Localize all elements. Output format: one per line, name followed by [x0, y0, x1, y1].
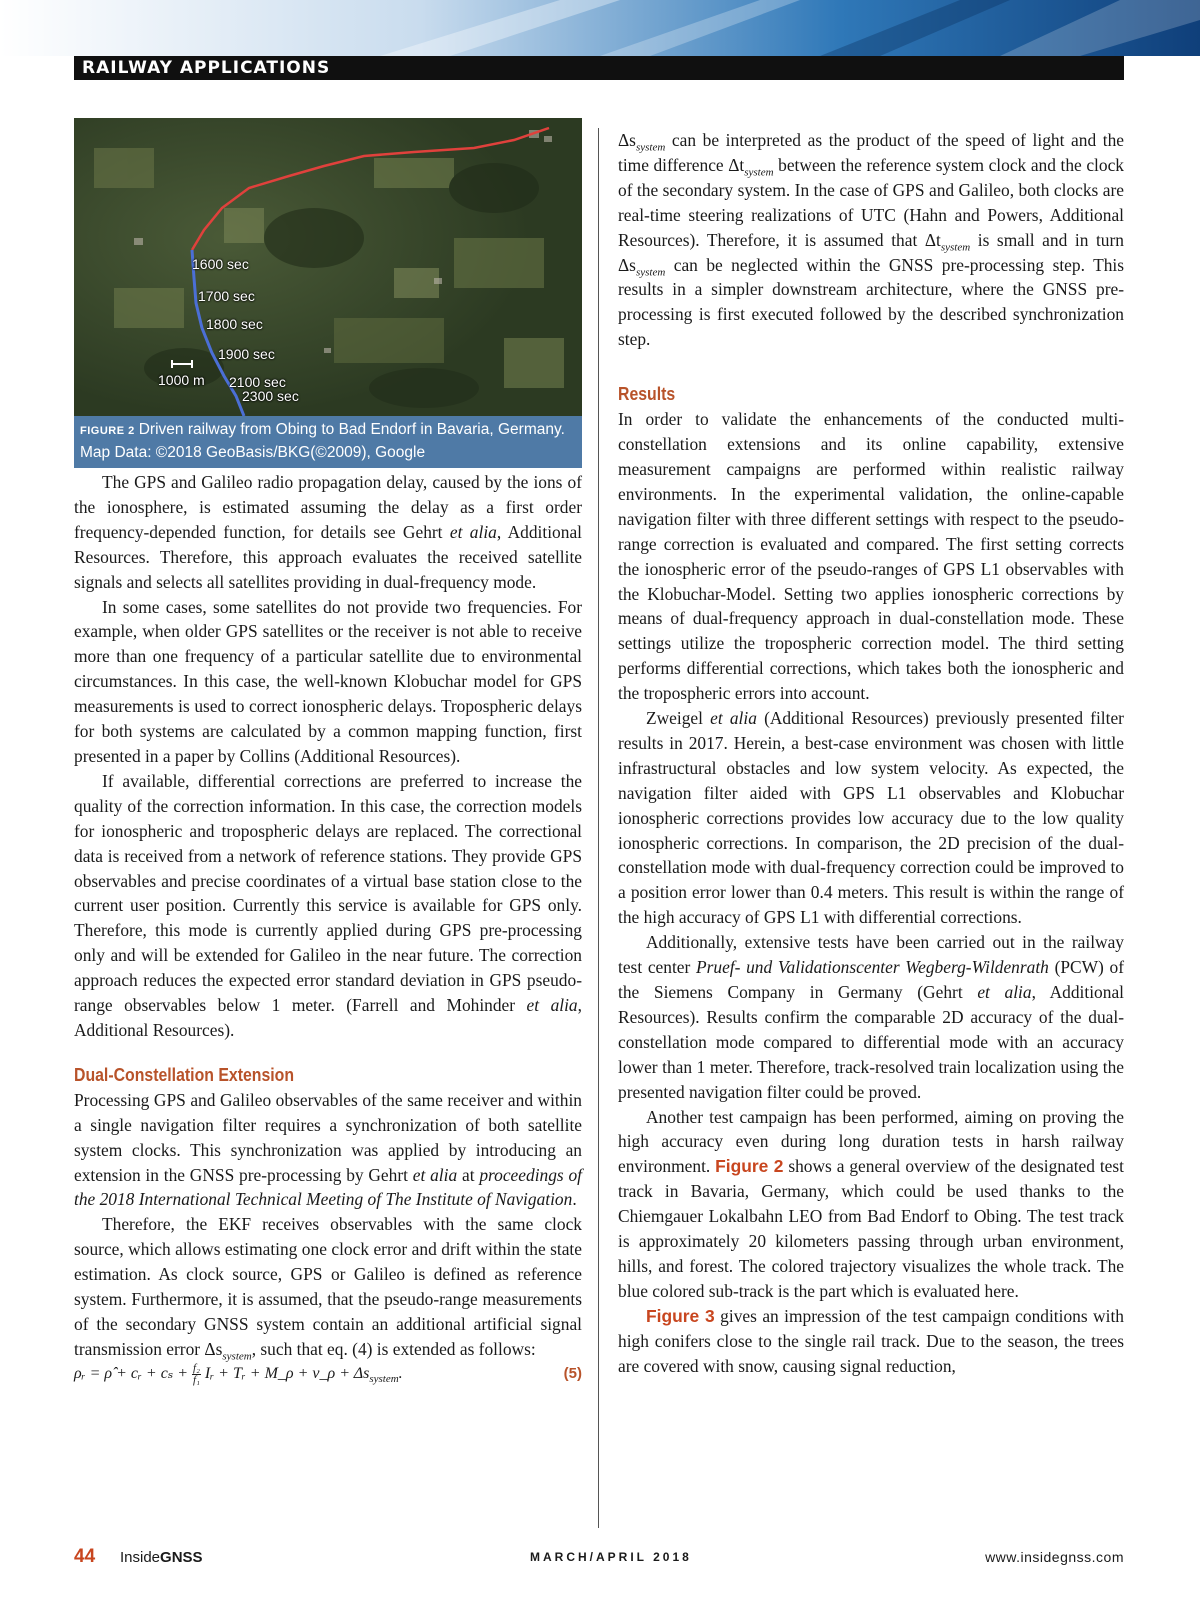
section-header: RAILWAY APPLICATIONS [74, 56, 1124, 80]
paragraph: If available, differential corrections are preferred to increase the quality of the correction information. In this case, the correction models for ionospheric and tropospheric delays are replaced. The correctional data is received from a network of reference stations. They provide GPS observables and precise coordinates of a virtual base station close to the current user position. Currently this service is available for GPS only. Therefore, this mode is currently applied during GPS pre-processing only and will be extended for Galileo in the near future. The correction approach reduces the expected error standard deviation in GPS pseudo-range observables below 1 meter. (Farrell and Mohinder et alia, Additional Resources). [74, 770, 582, 1040]
equation-body: ρᵣ = ρ̂ + cᵣ + cₛ + $\frac{\text{f₂}}{\text{f₁}}$ Iᵣ + Tᵣ + M_ρ + ν_ρ + $\Delta s_{system}$. [74, 1361, 403, 1386]
scale-label: 1000 m [158, 372, 205, 388]
paragraph: Additionally, extensive tests have been carried out in the railway test center Pruef- und Validationscenter Wegberg-Wildenrath (PCW) of the Siemens Company in Germany (Gehrt et alia, Additional Resources). Results confirm the comparable 2D accuracy of the dual-constellation mode compared to differential mode with an accuracy lower than 1 meter. Therefore, track-resolved train localization using the presented navigation filter could be proved. [618, 932, 1124, 1102]
time-label-2100: 2100 sec [229, 374, 286, 390]
caption-text: Driven railway from Obing to Bad Endorf in Bavaria, Germany. Map Data: ©2018 GeoBasis/BKG(©2009), Google [80, 421, 565, 461]
section-heading-results: Results [618, 384, 676, 405]
paragraph: The GPS and Galileo radio propagation delay, caused by the ions of the ionosphere, is estimated assuming the delay as a first order frequency-depended function, for details see Gehrt et alia, Additional Resources. Therefore, this approach evaluates the received satellite signals and selects all satellites providing in dual-frequency mode. [74, 472, 582, 592]
figure-2-link[interactable]: Figure 2 [715, 1156, 784, 1177]
magazine-name: InsideGNSS [120, 1549, 203, 1566]
time-label-1600: 1600 sec [192, 256, 249, 272]
figure-3-link[interactable]: Figure 3 [646, 1305, 715, 1326]
figure-2 [74, 118, 582, 468]
section-heading-dual-constellation: Dual-Constellation Extension [74, 1064, 295, 1085]
issue-date: MARCH/APRIL 2018 [530, 1550, 692, 1564]
right-column [618, 128, 1124, 1379]
paragraph: Zweigel et alia (Additional Resources) previously presented filter results in 2017. Herein, a best-case environment was chosen with little infrastructural obstacles and low system velocity. As expected, the navigation filter aided with GPS L1 observables and Klobuchar ionospheric corrections provides low accuracy due to the low quality ionospheric corrections. In comparison, the 2D precision of the dual-constellation mode with dual-frequency correction could be improved to a position error lower than 0.4 meters. This result is within the range of the high accuracy of GPS L1 with differential corrections. [618, 708, 1124, 928]
time-label-1800: 1800 sec [206, 316, 263, 332]
paragraph: Figure 3 gives an impression of the test campaign conditions with high conifers close to the single rail track. Due to the season, the trees are covered with snow, causing signal reduction, [618, 1305, 1124, 1376]
paragraph: In some cases, some satellites do not provide two frequencies. For example, when older GPS satellites or the receiver is not able to receive more than one frequency of a particular satellite due to environmental circumstances. In this case, the well-known Klobuchar model for GPS measurements is used to correct ionospheric delays. Tropospheric delays for both systems are calculated by a common mapping function, first presented in a paper by Collins (Additional Resources). [74, 596, 582, 766]
time-label-2300: 2300 sec [242, 388, 299, 404]
paragraph: Another test campaign has been performed, aiming on proving the high accuracy even during long duration tests in harsh railway environment. Figure 2 shows a general overview of the designated test track in Bavaria, Germany, which could be used thanks to the Chiemgauer Lokalbahn LEO from Bad Endorf to Obing. The test track is approximately 20 kilometers passing through urban environment, hills, and forest. The colored trajectory visualizes the whole track. The blue colored sub-track is the part which is evaluated here. [618, 1106, 1125, 1301]
page-footer [74, 1546, 1124, 1576]
map-image [74, 118, 582, 416]
equation-5 [74, 1362, 582, 1387]
figure-id: FIGURE 2 [80, 425, 135, 437]
time-label-1700: 1700 sec [198, 288, 255, 304]
paragraph: $\Delta s_{system}$ can be interpreted as the product of the speed of light and the time difference $\Delta t_{system}$ between the reference system clock and the clock of the secondary system. In the case of GPS and Galileo, both clocks are real-time steering realizations of UTC (Hahn and Powers, Additional Resources). Therefore, it is assumed that $\Delta t_{system}$ is small and in turn $\Delta s_{system}$ can be neglected within the GNSS pre-processing step. This results in a simpler downstream architecture, where the GNSS pre-processing is first executed followed by the described synchronization step. [618, 130, 1125, 350]
time-label-1900: 1900 sec [218, 346, 275, 362]
paragraph: In order to validate the enhancements of the conducted multi-constellation extensions and its online capability, extensive measurement campaigns are performed within realistic railway environments. In the experimental validation, the online-capable navigation filter with three different settings with respect to the pseudo-range correction is evaluated and compared. The first setting corrects the ionospheric error of the pseudo-ranges of GPS L1 observables with the Klobuchar-Model. Setting two applies ionospheric corrections by means of dual-frequency approach in dual-constellation mode. These settings utilize the tropospheric correction model. The third setting performs differential corrections, which takes both the ionospheric and the tropospheric errors into account. [618, 409, 1124, 704]
top-banner [0, 0, 1200, 56]
page-number: 44 [74, 1546, 96, 1567]
equation-number: (5) [563, 1364, 582, 1382]
paragraph: Therefore, the EKF receives observables with the same clock source, which allows estimating one clock error and drift within the state estimation. As clock source, GPS or Galileo is defined as reference system. Furthermore, it is assumed, that the pseudo-range measurements of the secondary GNSS system contain an additional artificial signal transmission error $\Delta s_{system}$, such that eq. (4) is extended as follows: [74, 1214, 582, 1363]
paragraph: Processing GPS and Galileo observables of the same receiver and within a single navigation filter requires a synchronization of both satellite system clocks. This synchronization was applied by introducing an extension in the GNSS pre-processing by Gehrt et alia at proceedings of the 2018 International Technical Meeting of The Institute of Navigation. [74, 1089, 582, 1210]
left-column [74, 470, 582, 1387]
figure-caption [74, 416, 582, 468]
website-link[interactable]: www.insidegnss.com [985, 1549, 1124, 1565]
column-divider [598, 128, 599, 1528]
